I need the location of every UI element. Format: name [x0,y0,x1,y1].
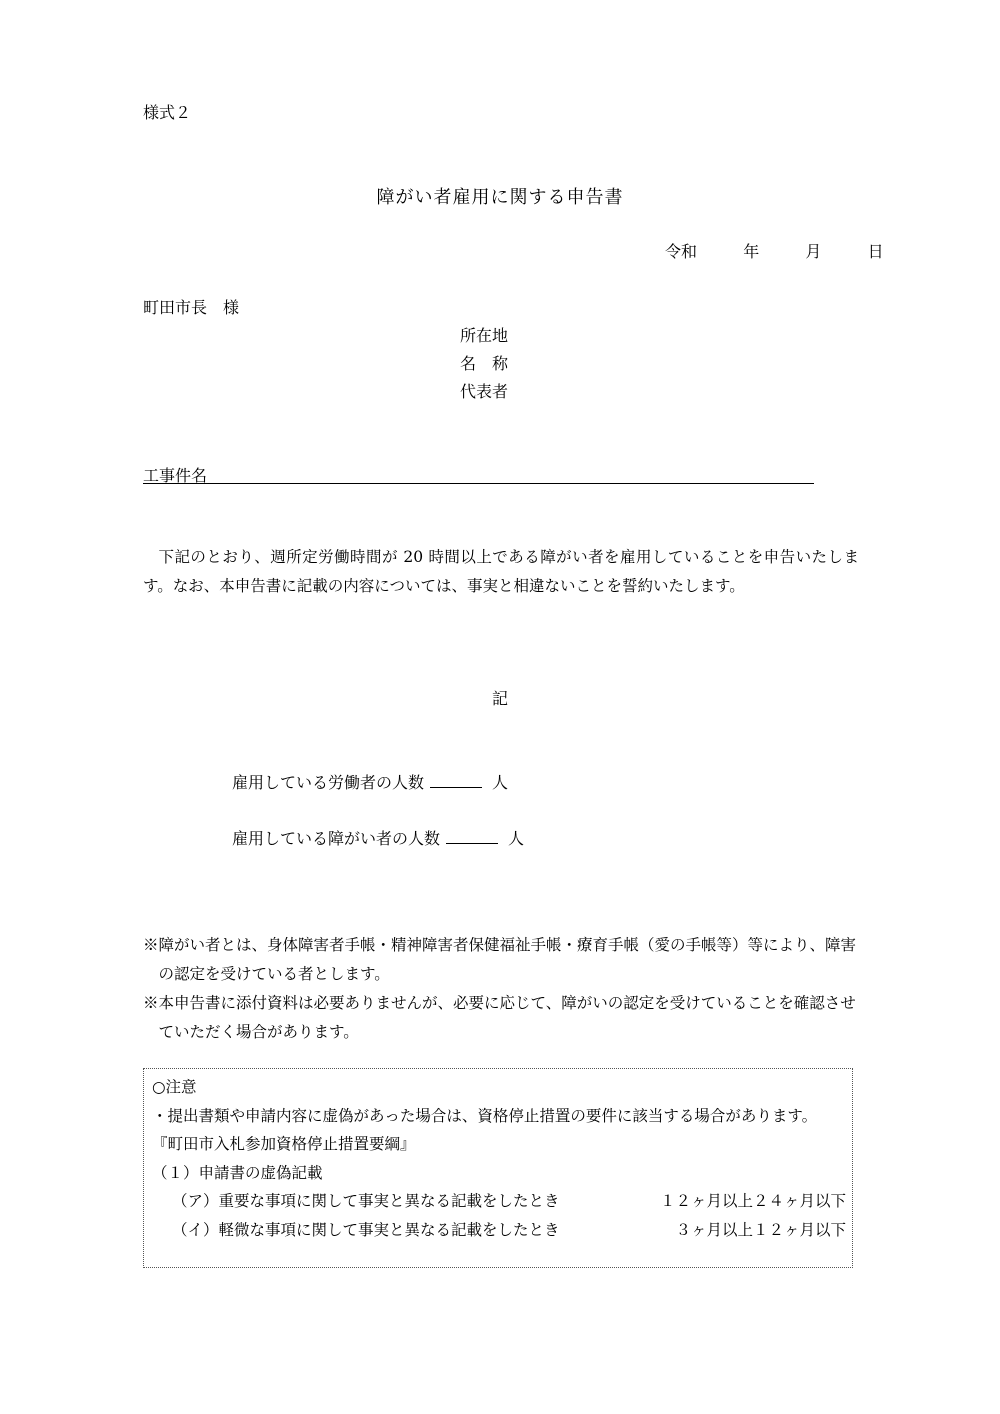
caution-reference: 『町田市入札参加資格停止措置要綱』 [152,1135,416,1153]
note-definition: ※障がい者とは、身体障害者手帳・精神障害者保健福祉手帳・療育手帳（愛の手帳等）等により、障害の認定を受けている者とします。 [143,936,857,983]
caution-item-a [152,1187,846,1216]
date-month: 月 [805,242,822,261]
disabled-count-label: 雇用している障がい者の人数 [232,829,441,848]
addressee: 町田市長 様 [143,298,240,317]
caution-item-b-label: （イ）軽微な事項に関して事実と異なる記載をしたとき [172,1220,560,1239]
worker-count-unit: 人 [492,773,509,792]
worker-count-row [232,770,508,793]
ki-heading: 記 [491,689,508,708]
form-number: 様式２ [143,103,192,122]
caution-section: （１）申請書の虚偽記載 [152,1163,323,1182]
note-attachment: ※本申告書に添付資料は必要ありませんが、必要に応じて、障がいの認定を受けていることを確認させていただく場合があります。 [143,994,856,1041]
work-name-label: 工事件名 [143,466,208,485]
disabled-count-unit: 人 [508,829,525,848]
company-name-label: 名 称 [460,354,509,373]
caution-bullet: ・提出書類や申請内容に虚偽があった場合は、資格停止措置の要件に該当する場合があります。 [152,1106,818,1125]
date-year: 年 [743,242,760,261]
caution-heading: ○注意 [152,1078,197,1096]
date-day: 日 [867,242,884,261]
date-line [665,239,884,262]
caution-item-a-period: １２ヶ月以上２４ヶ月以下 [659,1192,846,1210]
representative-label: 代表者 [460,382,509,401]
caution-item-b [152,1216,846,1245]
declaration-text: 下記のとおり、週所定労働時間が 20 時間以上である障がい者を雇用していることを申告いたします。なお、本申告書に記載の内容については、事実と相違ないことを誓約いたします。 [143,548,859,595]
worker-count-label: 雇用している労働者の人数 [232,773,425,792]
caution-item-a-label: （ア）重要な事項に関して事実と異なる記載をしたとき [172,1192,560,1210]
caution-item-b-period: ３ヶ月以上１２ヶ月以下 [675,1220,846,1239]
address-label: 所在地 [460,326,509,345]
notes [143,931,859,1047]
date-era: 令和 [665,242,698,261]
caution-box [143,1068,853,1268]
disabled-count-blank[interactable] [446,829,498,844]
work-name-field[interactable] [143,463,814,484]
disabled-count-row [232,826,524,849]
worker-count-blank[interactable] [430,773,482,788]
document-title: 障がい者雇用に関する申告書 [376,187,624,208]
